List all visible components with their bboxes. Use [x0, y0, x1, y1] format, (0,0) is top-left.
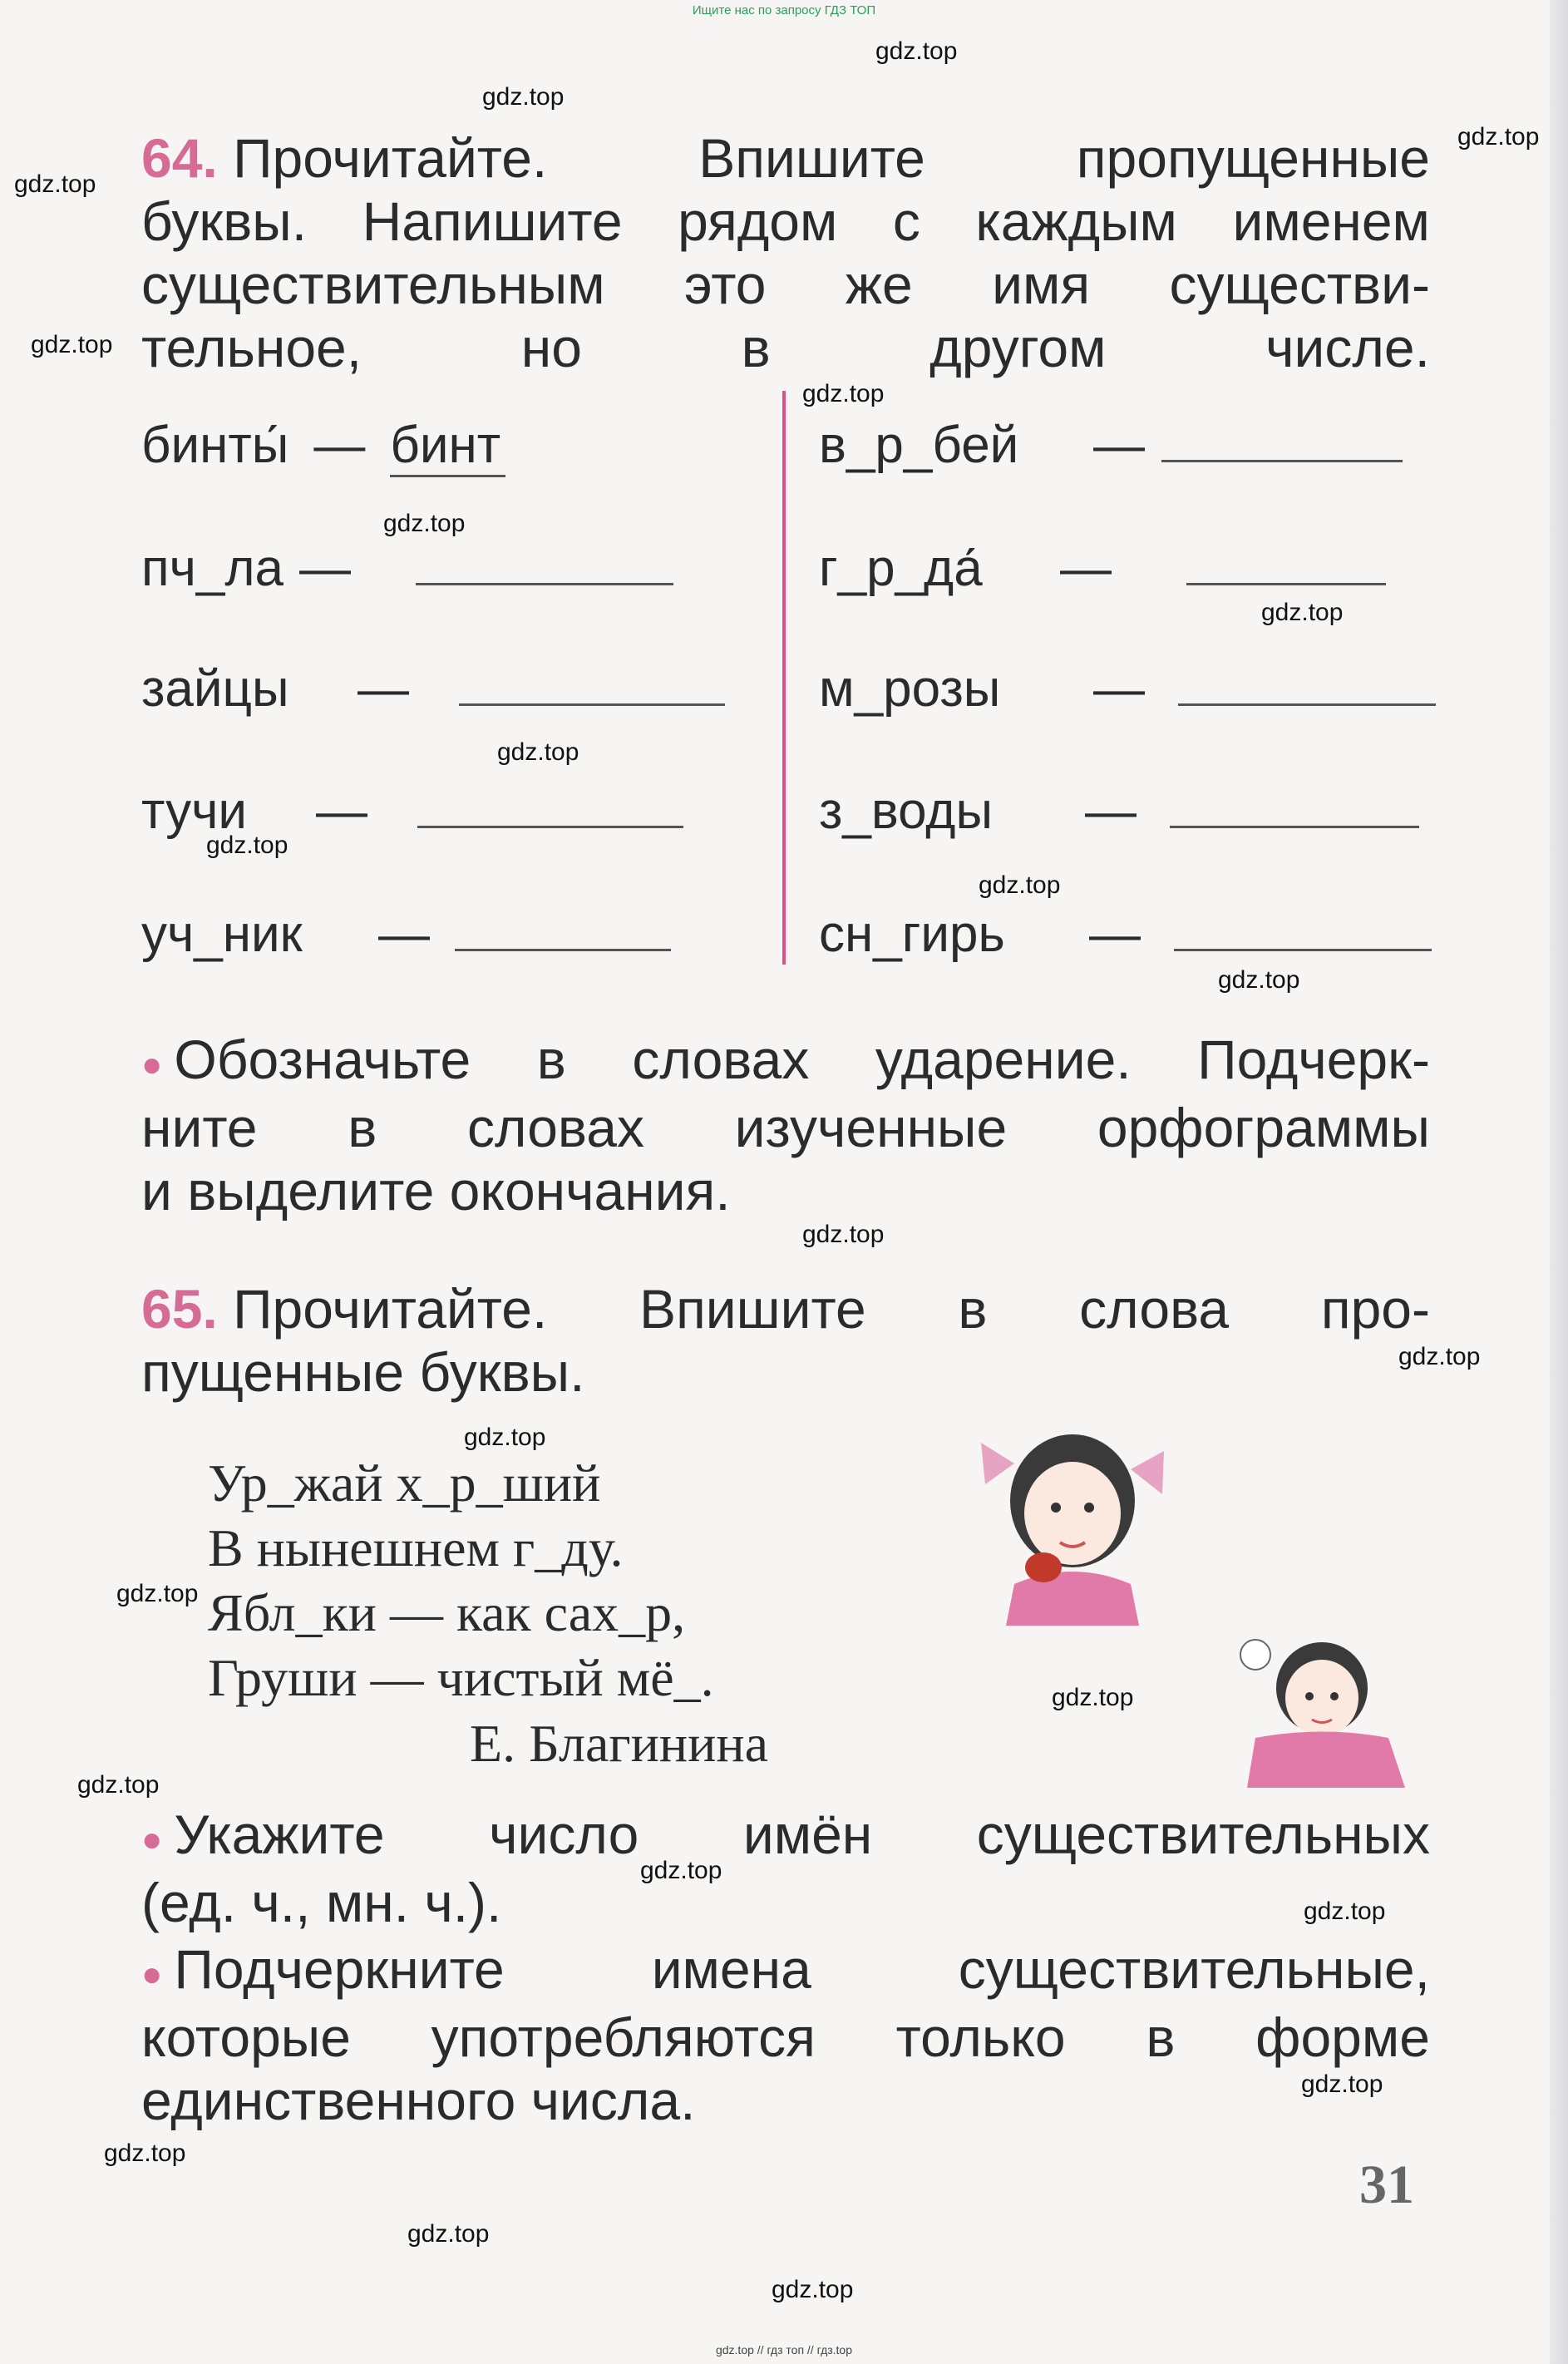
poem-line: Ур_жай х_р_ший [208, 1453, 601, 1513]
pair-answer-blank[interactable] [1161, 458, 1403, 462]
bullet-icon: ● [141, 1044, 163, 1083]
pair-right-5: сн_гирь — [819, 905, 1432, 964]
poem [208, 1451, 714, 1710]
pair-answer-blank[interactable] [455, 947, 671, 951]
watermark: gdz.top [1304, 1898, 1386, 1925]
watermark: gdz.top [14, 170, 96, 198]
pair-left-2: пч_ла — [141, 539, 673, 598]
ex65-task2-line-3: единственного числа. [141, 2069, 696, 2131]
ex64-task-line-3: и выделите окончания. [141, 1159, 731, 1221]
watermark: gdz.top [104, 2139, 186, 2167]
bullet-icon: ● [141, 1953, 163, 1993]
ex64-instructions [141, 126, 1430, 379]
pair-answer-blank[interactable] [1174, 947, 1432, 951]
watermark: gdz.top [640, 1857, 722, 1884]
watermark: gdz.top [1052, 1684, 1134, 1711]
watermark: gdz.top [802, 380, 885, 407]
top-note: Ищите нас по запросу ГДЗ ТОП [692, 3, 876, 17]
ex65-task2-line-2: которые употребляются только в форме [141, 2006, 1430, 2068]
ex64-line-1: 64. Прочитайте. Впишите пропущенные [141, 127, 1430, 189]
ex65-line-2: пущенные буквы. [141, 1341, 585, 1403]
ex65-task-1 [141, 1803, 1430, 1934]
poem-line: В нынешнем г_ду. [208, 1518, 624, 1577]
pair-left-4: тучи — [141, 782, 683, 841]
column-divider [782, 391, 786, 965]
ex65-task-2 [141, 1937, 1430, 2132]
ex64-task [141, 1028, 1430, 1222]
watermark: gdz.top [383, 510, 466, 537]
ex65-task1-line-1: ● Укажите число имён существительных [141, 1804, 1430, 1865]
watermark: gdz.top [116, 1580, 199, 1607]
bullet-icon: ● [141, 1819, 163, 1858]
watermark: gdz.top [497, 738, 579, 766]
pair-answer-blank[interactable] [1186, 581, 1386, 585]
ex64-first-word: 64. Прочитайте. [141, 127, 548, 189]
pair-answer-blank[interactable] [459, 702, 725, 706]
bottom-note: gdz.top // гдз топ // гдз.top [715, 2343, 853, 2357]
pair-left-1: бинты́ — бинт [141, 416, 505, 477]
watermark: gdz.top [1261, 599, 1344, 626]
watermark: gdz.top [875, 37, 958, 65]
ex64-line-2: буквы. Напишите рядом с каждым именем [141, 190, 1430, 252]
watermark: gdz.top [464, 1424, 546, 1451]
ex64-task-line-2: ните в словах изученные орфограммы [141, 1096, 1430, 1158]
ex65-line-1: 65. Прочитайте. Впишите в слова про- [141, 1278, 1430, 1340]
pair-right-1: в_р_бей — [819, 416, 1403, 475]
ex64-line-3: существительным это же имя существи- [141, 254, 1430, 315]
pair-right-4: з_воды — [819, 782, 1419, 841]
watermark: gdz.top [206, 832, 288, 859]
watermark: gdz.top [772, 2276, 854, 2303]
watermark: gdz.top [1301, 2070, 1383, 2098]
pair-left-5: уч_ник — [141, 905, 671, 964]
watermark: gdz.top [1457, 123, 1540, 151]
page-number: 31 [1359, 2154, 1414, 2215]
boy-illustration [1222, 1630, 1422, 1788]
ex64-task-line-1: ● Обозначьте в словах ударение. Подчерк- [141, 1029, 1430, 1090]
pair-left-3: зайцы — [141, 659, 725, 718]
page-edge [1550, 0, 1568, 2364]
watermark: gdz.top [407, 2220, 490, 2248]
pair-right-2: г_р_да́ — [819, 539, 1386, 598]
watermark: gdz.top [1218, 966, 1300, 994]
pair-answer-blank[interactable] [1170, 824, 1419, 828]
watermark: gdz.top [1398, 1343, 1481, 1370]
poem-line: Груши — чистый мё_. [208, 1648, 714, 1707]
pair-right-3: м_розы — [819, 659, 1436, 718]
pair-answer-blank[interactable] [417, 824, 683, 828]
girl-illustration [964, 1418, 1181, 1634]
watermark: gdz.top [482, 83, 565, 111]
poem-line: Ябл_ки — как сах_р, [208, 1583, 686, 1642]
poem-author: Е. Благинина [470, 1714, 768, 1773]
watermark: gdz.top [77, 1771, 160, 1799]
watermark: gdz.top [802, 1221, 885, 1248]
ex64-number: 64. [141, 127, 218, 189]
watermark: gdz.top [31, 331, 113, 358]
ex65-instructions [141, 1277, 1430, 1404]
pair-answer-blank[interactable] [416, 581, 673, 585]
pair-answer-blank[interactable] [1178, 702, 1436, 706]
watermark: gdz.top [979, 871, 1061, 899]
ex65-number: 65. [141, 1278, 218, 1340]
ex64-line-4: тельное, но в другом числе. [141, 317, 1430, 378]
pair-answer[interactable]: бинт [390, 416, 505, 477]
ex65-task1-line-2: (ед. ч., мн. ч.). [141, 1871, 502, 1933]
ex65-task2-line-1: ● Подчеркните имена существительные, [141, 1938, 1430, 2000]
